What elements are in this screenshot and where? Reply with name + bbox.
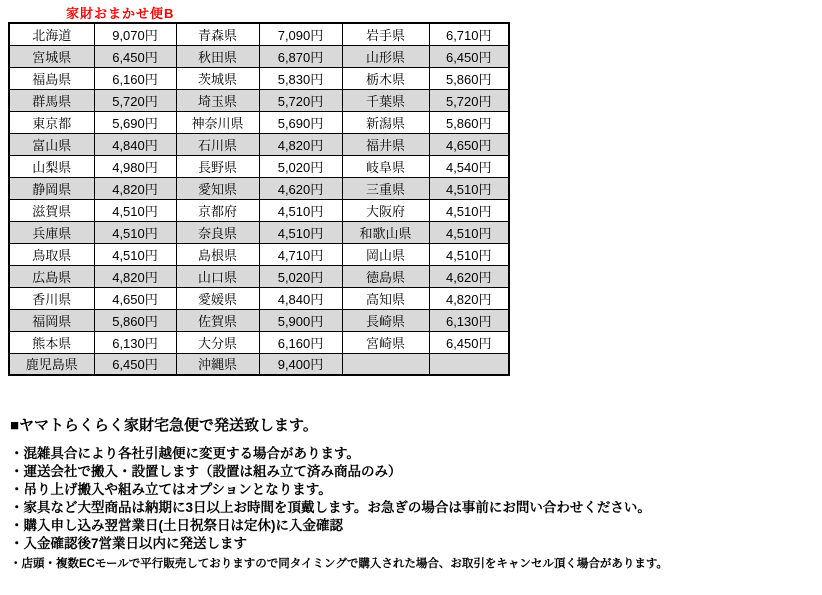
prefecture-cell: 北海道: [9, 23, 94, 45]
table-row: [9, 111, 509, 133]
table-row: [9, 133, 509, 155]
note-lead-time: ・家具など大型商品は納期に3日以上お時間を頂戴します。お急ぎの場合は事前にお問い合わせください。: [10, 500, 651, 515]
prefecture-cell: 山口県: [176, 265, 259, 287]
price-cell: 6,160円: [259, 331, 342, 353]
price-cell: 6,160円: [94, 67, 176, 89]
prefecture-cell: 兵庫県: [9, 221, 94, 243]
price-cell: 6,450円: [429, 45, 509, 67]
price-cell: 4,650円: [94, 287, 176, 309]
prefecture-cell: 大分県: [176, 331, 259, 353]
prefecture-cell: 和歌山県: [342, 221, 429, 243]
price-cell: 4,510円: [259, 199, 342, 221]
price-cell: 6,870円: [259, 45, 342, 67]
prefecture-cell: 石川県: [176, 133, 259, 155]
prefecture-cell: 茨城県: [176, 67, 259, 89]
price-cell: 4,510円: [429, 243, 509, 265]
prefecture-cell: 三重県: [342, 177, 429, 199]
prefecture-cell: 福岡県: [9, 309, 94, 331]
note-lift-option: ・吊り上げ搬入や組み立てはオプションとなります。: [10, 482, 332, 497]
table-row: [9, 67, 509, 89]
prefecture-cell: 岐阜県: [342, 155, 429, 177]
prefecture-cell: 鳥取県: [9, 243, 94, 265]
price-cell: 4,820円: [94, 177, 176, 199]
table-row: [9, 155, 509, 177]
prefecture-cell: 奈良県: [176, 221, 259, 243]
prefecture-cell: 栃木県: [342, 67, 429, 89]
price-cell: 4,620円: [429, 265, 509, 287]
table-row: [9, 265, 509, 287]
prefecture-cell: 福島県: [9, 67, 94, 89]
table-row: [9, 331, 509, 353]
prefecture-cell: 徳島県: [342, 265, 429, 287]
prefecture-cell: 静岡県: [9, 177, 94, 199]
price-cell: 4,510円: [429, 221, 509, 243]
table-row: [9, 309, 509, 331]
price-cell: 9,400円: [259, 353, 342, 375]
shipping-notes: [10, 417, 818, 572]
prefecture-cell: 高知県: [342, 287, 429, 309]
price-cell: 5,860円: [429, 111, 509, 133]
table-row: [9, 353, 509, 375]
price-cell: 6,710円: [429, 23, 509, 45]
table-row: [9, 45, 509, 67]
prefecture-cell: 大阪府: [342, 199, 429, 221]
prefecture-cell: 宮崎県: [342, 331, 429, 353]
price-cell: 4,510円: [429, 199, 509, 221]
table-row: [9, 243, 509, 265]
prefecture-cell: 新潟県: [342, 111, 429, 133]
prefecture-cell: 佐賀県: [176, 309, 259, 331]
prefecture-cell: 熊本県: [9, 331, 94, 353]
prefecture-cell: 広島県: [9, 265, 94, 287]
prefecture-cell: 愛知県: [176, 177, 259, 199]
table-title: 家財おまかせ便B: [66, 6, 175, 21]
price-cell: 5,900円: [259, 309, 342, 331]
price-cell: 6,450円: [94, 45, 176, 67]
prefecture-cell: 東京都: [9, 111, 94, 133]
price-cell: 5,020円: [259, 265, 342, 287]
prefecture-cell: 富山県: [9, 133, 94, 155]
price-cell: 9,070円: [94, 23, 176, 45]
prefecture-cell: 島根県: [176, 243, 259, 265]
price-cell: 6,130円: [94, 331, 176, 353]
prefecture-cell: 愛媛県: [176, 287, 259, 309]
note-ship-within-7days: ・入金確認後7営業日以内に発送します: [10, 536, 248, 551]
table-row: [9, 177, 509, 199]
prefecture-cell: 神奈川県: [176, 111, 259, 133]
price-cell: 5,720円: [429, 89, 509, 111]
table-row: [9, 23, 509, 45]
table-row: [9, 221, 509, 243]
prefecture-cell: 山形県: [342, 45, 429, 67]
prefecture-cell: [342, 353, 429, 375]
price-cell: 4,540円: [429, 155, 509, 177]
note-moving-service: ・混雑具合により各社引越便に変更する場合があります。: [10, 446, 360, 461]
prefecture-cell: 滋賀県: [9, 199, 94, 221]
price-cell: 4,980円: [94, 155, 176, 177]
price-cell: 5,720円: [259, 89, 342, 111]
prefecture-cell: 宮城県: [9, 45, 94, 67]
price-cell: 4,820円: [429, 287, 509, 309]
price-cell: 4,620円: [259, 177, 342, 199]
price-cell: [429, 353, 509, 375]
price-cell: 4,840円: [259, 287, 342, 309]
price-cell: 5,860円: [94, 309, 176, 331]
price-cell: 4,820円: [259, 133, 342, 155]
price-cell: 4,710円: [259, 243, 342, 265]
note-payment-check: ・購入申し込み翌営業日(土日祝祭日は定休)に入金確認: [10, 518, 343, 533]
prefecture-cell: 長崎県: [342, 309, 429, 331]
prefecture-cell: 埼玉県: [176, 89, 259, 111]
price-cell: 6,130円: [429, 309, 509, 331]
prefecture-fee-table: [8, 22, 510, 376]
price-cell: 7,090円: [259, 23, 342, 45]
price-cell: 5,860円: [429, 67, 509, 89]
prefecture-cell: 鹿児島県: [9, 353, 94, 375]
price-cell: 4,510円: [94, 221, 176, 243]
price-cell: 4,510円: [429, 177, 509, 199]
prefecture-cell: 京都府: [176, 199, 259, 221]
prefecture-cell: 香川県: [9, 287, 94, 309]
table-row: [9, 89, 509, 111]
price-cell: 6,450円: [94, 353, 176, 375]
price-cell: 4,510円: [94, 243, 176, 265]
prefecture-cell: 岡山県: [342, 243, 429, 265]
price-cell: 4,840円: [94, 133, 176, 155]
price-cell: 5,690円: [259, 111, 342, 133]
price-cell: 6,450円: [429, 331, 509, 353]
price-cell: 5,690円: [94, 111, 176, 133]
prefecture-cell: 沖縄県: [176, 353, 259, 375]
table-row: [9, 199, 509, 221]
price-cell: 5,830円: [259, 67, 342, 89]
prefecture-cell: 青森県: [176, 23, 259, 45]
prefecture-cell: 秋田県: [176, 45, 259, 67]
price-cell: 4,820円: [94, 265, 176, 287]
price-cell: 5,020円: [259, 155, 342, 177]
price-cell: 4,510円: [94, 199, 176, 221]
parallel-sales-footnote: ・店頭・複数ECモールで平行販売しておりますので同タイミングで購入された場合、お取引をキャンセル頂く場合があります。: [10, 558, 668, 570]
prefecture-cell: 福井県: [342, 133, 429, 155]
price-cell: 4,510円: [259, 221, 342, 243]
price-cell: 4,650円: [429, 133, 509, 155]
prefecture-cell: 山梨県: [9, 155, 94, 177]
table-row: [9, 287, 509, 309]
shipping-method-heading: ■ヤマトらくらく家財宅急便で発送致します。: [10, 417, 318, 434]
prefecture-cell: 岩手県: [342, 23, 429, 45]
prefecture-cell: 長野県: [176, 155, 259, 177]
prefecture-cell: 千葉県: [342, 89, 429, 111]
prefecture-cell: 群馬県: [9, 89, 94, 111]
note-carry-in-setup: ・運送会社で搬入・設置します（設置は組み立て済み商品のみ）: [10, 464, 402, 479]
price-cell: 5,720円: [94, 89, 176, 111]
